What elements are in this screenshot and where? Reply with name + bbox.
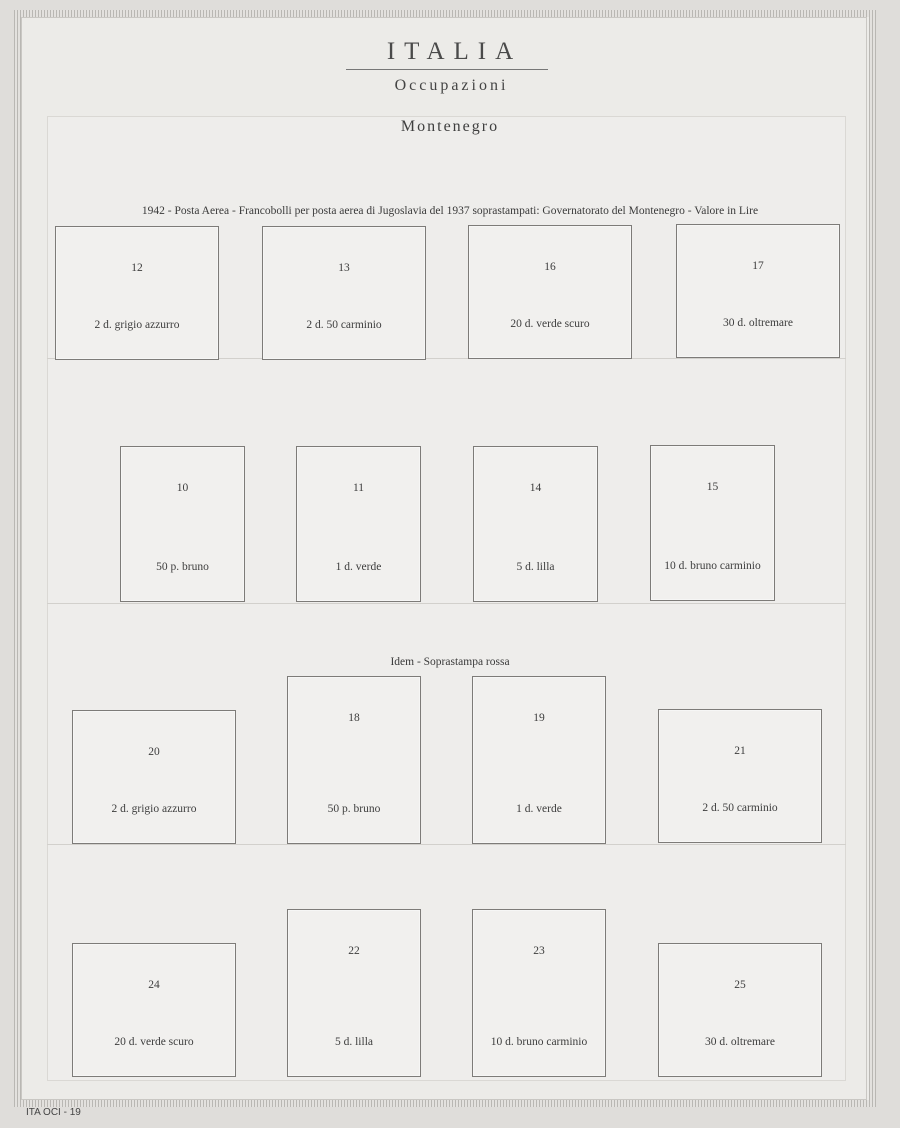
stamp-box xyxy=(72,943,236,1077)
stamp-box xyxy=(676,224,840,358)
stamp-box xyxy=(287,676,421,844)
stamp-box xyxy=(473,446,598,602)
stamp-number: 22 xyxy=(348,945,360,957)
page-title: ITALIA xyxy=(386,38,523,65)
stamp-box xyxy=(658,943,822,1077)
stamp-box xyxy=(55,226,219,360)
stamp-label: 20 d. verde scuro xyxy=(114,1036,194,1048)
stamp-box xyxy=(72,710,236,844)
stamp-number: 12 xyxy=(131,262,143,274)
stamp-number: 17 xyxy=(752,260,764,272)
strip-divider xyxy=(47,844,846,845)
stamp-number: 25 xyxy=(734,979,746,991)
stamp-number: 24 xyxy=(148,979,160,991)
section-title: Montenegro xyxy=(400,118,500,135)
stamp-number: 20 xyxy=(148,746,160,758)
stamp-box xyxy=(287,909,421,1077)
stamp-number: 15 xyxy=(706,481,719,493)
stamp-number: 23 xyxy=(533,945,545,957)
stamp-label: 2 d. 50 carminio xyxy=(306,319,382,331)
stamp-label: 5 d. lilla xyxy=(516,561,555,573)
page-subtitle: Occupazioni xyxy=(394,77,509,94)
stamp-number: 14 xyxy=(529,482,542,494)
red-overprint-caption: Idem - Soprastampa rossa xyxy=(390,656,510,668)
stamp-label: 20 d. verde scuro xyxy=(510,318,590,330)
stamp-number: 10 xyxy=(176,482,189,494)
stamp-number: 21 xyxy=(734,745,746,757)
stamp-number: 13 xyxy=(338,262,350,274)
title-rule xyxy=(346,69,548,70)
stamp-box xyxy=(650,445,775,601)
strip-divider xyxy=(47,603,846,604)
stamp-label: 2 d. 50 carminio xyxy=(702,802,778,814)
stamp-label: 50 p. bruno xyxy=(156,561,209,573)
stamp-number: 11 xyxy=(352,482,365,494)
stamp-label: 5 d. lilla xyxy=(334,1036,373,1048)
page-code: ITA OCI - 19 xyxy=(26,1107,81,1118)
stamp-label: 50 p. bruno xyxy=(327,803,381,815)
stamp-number: 16 xyxy=(544,261,556,273)
stamp-box xyxy=(468,225,632,359)
stamp-label: 30 d. oltremare xyxy=(705,1036,775,1048)
stamp-box xyxy=(296,446,421,602)
stamp-box xyxy=(120,446,245,602)
stamp-box xyxy=(658,709,822,843)
stamp-label: 10 d. bruno carminio xyxy=(490,1036,588,1048)
stamp-label: 1 d. verde xyxy=(335,561,382,573)
stamp-label: 1 d. verde xyxy=(516,803,562,815)
stamp-label: 2 d. grigio azzurro xyxy=(111,803,197,815)
stamp-box xyxy=(262,226,426,360)
stamp-box xyxy=(472,909,606,1077)
stamp-label: 30 d. oltremare xyxy=(723,317,793,329)
issue-caption: 1942 - Posta Aerea - Francobolli per posta aerea di Jugoslavia del 1937 soprastampati: Governatorato del Montenegro - Valore in Lire xyxy=(141,205,759,217)
stamp-label: 10 d. bruno carminio xyxy=(664,560,761,572)
stamp-number: 18 xyxy=(348,712,360,724)
stamp-number: 19 xyxy=(533,712,545,724)
stamp-box xyxy=(472,676,606,844)
stamp-label: 2 d. grigio azzurro xyxy=(94,319,180,331)
